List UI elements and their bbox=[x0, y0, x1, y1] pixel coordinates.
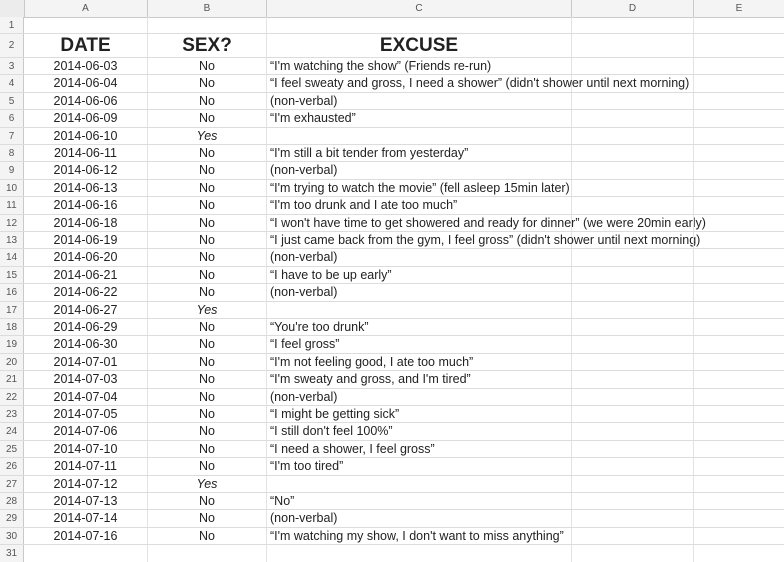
table-row bbox=[0, 476, 784, 493]
table-row bbox=[0, 458, 784, 475]
excuse-cell[interactable]: “I'm too tired” bbox=[267, 458, 572, 474]
date-header-cell[interactable]: DATE bbox=[24, 34, 148, 57]
sex-cell[interactable]: No bbox=[148, 93, 267, 109]
sex-cell[interactable]: Yes bbox=[148, 128, 267, 144]
table-row bbox=[0, 110, 784, 127]
table-row bbox=[0, 389, 784, 406]
cell[interactable] bbox=[572, 493, 694, 509]
sex-cell[interactable]: No bbox=[148, 197, 267, 213]
sex-cell[interactable]: No bbox=[148, 389, 267, 405]
cell[interactable] bbox=[572, 110, 694, 126]
sex-cell[interactable]: No bbox=[148, 75, 267, 91]
date-cell[interactable]: 2014-06-30 bbox=[24, 336, 148, 352]
date-cell[interactable]: 2014-06-12 bbox=[24, 162, 148, 178]
excuse-cell[interactable] bbox=[267, 302, 572, 318]
excuse-cell[interactable]: “I might be getting sick” bbox=[267, 406, 572, 422]
cell[interactable] bbox=[572, 232, 694, 248]
sex-cell[interactable]: No bbox=[148, 441, 267, 457]
table-row bbox=[0, 493, 784, 510]
excuse-cell[interactable]: “You're too drunk” bbox=[267, 319, 572, 335]
date-cell[interactable]: 2014-06-29 bbox=[24, 319, 148, 335]
row-header[interactable]: 1 bbox=[0, 17, 24, 33]
cell[interactable] bbox=[572, 197, 694, 213]
sex-cell[interactable]: No bbox=[148, 458, 267, 474]
excuse-cell[interactable]: “I have to be up early” bbox=[267, 267, 572, 283]
row-header[interactable]: 24 bbox=[0, 423, 24, 439]
column-header-c[interactable]: C bbox=[267, 0, 572, 17]
row-header[interactable]: 11 bbox=[0, 197, 24, 213]
sex-header-cell[interactable]: SEX? bbox=[148, 34, 267, 57]
date-cell[interactable]: 2014-06-11 bbox=[24, 145, 148, 161]
table-row bbox=[0, 197, 784, 214]
cell[interactable] bbox=[694, 128, 784, 144]
table-row bbox=[0, 232, 784, 249]
date-cell[interactable]: 2014-06-06 bbox=[24, 93, 148, 109]
cell[interactable] bbox=[694, 389, 784, 405]
row-header[interactable]: 15 bbox=[0, 267, 24, 283]
date-cell[interactable]: 2014-07-06 bbox=[24, 423, 148, 439]
excuse-cell[interactable]: “I won't have time to get showered and ready for dinner” (we were 20min early) bbox=[267, 215, 572, 231]
excuse-cell[interactable]: “I still don't feel 100%” bbox=[267, 423, 572, 439]
column-header-b[interactable]: B bbox=[148, 0, 267, 17]
cell[interactable] bbox=[572, 17, 694, 33]
date-cell[interactable]: 2014-07-05 bbox=[24, 406, 148, 422]
cell[interactable] bbox=[694, 441, 784, 457]
cell[interactable] bbox=[572, 510, 694, 526]
sex-cell[interactable]: No bbox=[148, 58, 267, 74]
cell[interactable] bbox=[694, 423, 784, 439]
sex-cell[interactable]: No bbox=[148, 406, 267, 422]
sex-cell[interactable]: No bbox=[148, 232, 267, 248]
table-row bbox=[0, 510, 784, 527]
row-header[interactable]: 28 bbox=[0, 493, 24, 509]
sex-cell[interactable]: Yes bbox=[148, 476, 267, 492]
table-row bbox=[0, 128, 784, 145]
table-row bbox=[0, 249, 784, 266]
cell[interactable] bbox=[694, 371, 784, 387]
sex-cell[interactable]: No bbox=[148, 423, 267, 439]
row-header[interactable]: 21 bbox=[0, 371, 24, 387]
table-row bbox=[0, 93, 784, 110]
cell[interactable] bbox=[694, 493, 784, 509]
cell[interactable] bbox=[572, 319, 694, 335]
sheet-row-2 bbox=[0, 34, 784, 58]
cell[interactable] bbox=[572, 476, 694, 492]
excuse-cell[interactable]: “I need a shower, I feel gross” bbox=[267, 441, 572, 457]
sex-cell[interactable]: No bbox=[148, 180, 267, 196]
date-cell[interactable]: 2014-07-16 bbox=[24, 528, 148, 544]
cell[interactable] bbox=[694, 180, 784, 196]
column-header-bar bbox=[0, 0, 784, 18]
excuse-cell[interactable]: “No” bbox=[267, 493, 572, 509]
sex-cell[interactable]: No bbox=[148, 354, 267, 370]
cell[interactable] bbox=[572, 458, 694, 474]
table-row bbox=[0, 441, 784, 458]
excuse-cell[interactable]: (non-verbal) bbox=[267, 389, 572, 405]
excuse-cell[interactable]: “I'm watching the show” (Friends re-run) bbox=[267, 58, 572, 74]
date-cell[interactable]: 2014-07-12 bbox=[24, 476, 148, 492]
cell[interactable] bbox=[694, 75, 784, 91]
excuse-cell[interactable]: “I'm exhausted” bbox=[267, 110, 572, 126]
cell[interactable] bbox=[694, 510, 784, 526]
excuse-cell[interactable] bbox=[267, 128, 572, 144]
sex-cell[interactable]: No bbox=[148, 145, 267, 161]
table-row bbox=[0, 162, 784, 179]
cell[interactable] bbox=[572, 284, 694, 300]
table-row bbox=[0, 302, 784, 319]
sex-cell[interactable]: No bbox=[148, 336, 267, 352]
sex-cell[interactable]: No bbox=[148, 215, 267, 231]
excuse-cell[interactable]: “I'm trying to watch the movie” (fell asleep 15min later) bbox=[267, 180, 572, 196]
cell[interactable] bbox=[694, 406, 784, 422]
date-cell[interactable]: 2014-06-04 bbox=[24, 75, 148, 91]
excuse-cell[interactable]: “I'm still a bit tender from yesterday” bbox=[267, 145, 572, 161]
row-header[interactable]: 25 bbox=[0, 441, 24, 457]
row-header[interactable]: 7 bbox=[0, 128, 24, 144]
cell[interactable] bbox=[24, 17, 148, 33]
cell[interactable] bbox=[572, 371, 694, 387]
cell[interactable] bbox=[694, 458, 784, 474]
cell[interactable] bbox=[572, 93, 694, 109]
table-row bbox=[0, 354, 784, 371]
date-cell[interactable]: 2014-06-18 bbox=[24, 215, 148, 231]
date-cell[interactable]: 2014-06-16 bbox=[24, 197, 148, 213]
sex-cell[interactable]: No bbox=[148, 110, 267, 126]
table-row bbox=[0, 371, 784, 388]
date-cell[interactable]: 2014-07-01 bbox=[24, 354, 148, 370]
cell[interactable] bbox=[694, 354, 784, 370]
row-header[interactable]: 8 bbox=[0, 145, 24, 161]
excuse-cell[interactable]: “I'm watching my show, I don't want to miss anything” bbox=[267, 528, 572, 544]
date-cell[interactable]: 2014-07-13 bbox=[24, 493, 148, 509]
row-header[interactable]: 10 bbox=[0, 180, 24, 196]
cell[interactable] bbox=[694, 284, 784, 300]
date-cell[interactable]: 2014-07-11 bbox=[24, 458, 148, 474]
table-row bbox=[0, 58, 784, 75]
cell[interactable] bbox=[572, 215, 694, 231]
sex-cell[interactable]: No bbox=[148, 319, 267, 335]
cell[interactable] bbox=[572, 267, 694, 283]
date-cell[interactable]: 2014-06-27 bbox=[24, 302, 148, 318]
row-header[interactable]: 23 bbox=[0, 406, 24, 422]
sex-cell[interactable]: No bbox=[148, 162, 267, 178]
date-cell[interactable]: 2014-07-14 bbox=[24, 510, 148, 526]
date-cell[interactable]: 2014-07-03 bbox=[24, 371, 148, 387]
cell[interactable] bbox=[694, 93, 784, 109]
cell[interactable] bbox=[694, 197, 784, 213]
date-cell[interactable]: 2014-06-10 bbox=[24, 128, 148, 144]
excuse-cell[interactable] bbox=[267, 476, 572, 492]
cell[interactable] bbox=[694, 17, 784, 33]
cell[interactable] bbox=[694, 302, 784, 318]
excuse-header-cell[interactable]: EXCUSE bbox=[267, 34, 572, 57]
cell[interactable] bbox=[694, 476, 784, 492]
cell[interactable] bbox=[694, 319, 784, 335]
row-header[interactable]: 16 bbox=[0, 284, 24, 300]
row-header[interactable]: 5 bbox=[0, 93, 24, 109]
cell[interactable] bbox=[572, 354, 694, 370]
select-all-corner[interactable] bbox=[0, 0, 25, 17]
date-cell[interactable]: 2014-06-19 bbox=[24, 232, 148, 248]
sex-cell[interactable]: Yes bbox=[148, 302, 267, 318]
cell[interactable] bbox=[572, 249, 694, 265]
cell[interactable] bbox=[572, 336, 694, 352]
table-row bbox=[0, 180, 784, 197]
row-header[interactable]: 26 bbox=[0, 458, 24, 474]
cell[interactable] bbox=[694, 267, 784, 283]
cell[interactable] bbox=[694, 110, 784, 126]
excuse-cell[interactable]: (non-verbal) bbox=[267, 284, 572, 300]
cell[interactable] bbox=[267, 17, 572, 33]
cell[interactable] bbox=[694, 528, 784, 544]
column-header-d[interactable]: D bbox=[572, 0, 694, 17]
date-cell[interactable]: 2014-06-03 bbox=[24, 58, 148, 74]
table-row bbox=[0, 406, 784, 423]
row-header[interactable]: 18 bbox=[0, 319, 24, 335]
row-header[interactable]: 2 bbox=[0, 34, 24, 57]
cell[interactable] bbox=[572, 75, 694, 91]
row-header[interactable]: 14 bbox=[0, 249, 24, 265]
cell[interactable] bbox=[572, 34, 694, 57]
table-row bbox=[0, 75, 784, 92]
table-row bbox=[0, 528, 784, 545]
cell[interactable] bbox=[694, 232, 784, 248]
cell[interactable] bbox=[572, 302, 694, 318]
date-cell[interactable]: 2014-07-10 bbox=[24, 441, 148, 457]
cell[interactable] bbox=[572, 389, 694, 405]
cell[interactable] bbox=[572, 145, 694, 161]
excuse-cell[interactable]: (non-verbal) bbox=[267, 93, 572, 109]
row-header[interactable]: 31 bbox=[0, 545, 24, 562]
cell[interactable] bbox=[572, 441, 694, 457]
sex-cell[interactable]: No bbox=[148, 249, 267, 265]
cell[interactable] bbox=[694, 336, 784, 352]
row-header[interactable]: 30 bbox=[0, 528, 24, 544]
sex-cell[interactable]: No bbox=[148, 267, 267, 283]
excuse-cell[interactable]: (non-verbal) bbox=[267, 510, 572, 526]
row-header[interactable]: 9 bbox=[0, 162, 24, 178]
cell[interactable] bbox=[694, 58, 784, 74]
row-header[interactable]: 20 bbox=[0, 354, 24, 370]
sex-cell[interactable]: No bbox=[148, 284, 267, 300]
row-header[interactable]: 4 bbox=[0, 75, 24, 91]
column-header-e[interactable]: E bbox=[735, 3, 743, 14]
sex-cell[interactable]: No bbox=[148, 510, 267, 526]
table-row bbox=[0, 319, 784, 336]
cell[interactable] bbox=[694, 145, 784, 161]
row-header[interactable]: 27 bbox=[0, 476, 24, 492]
excuse-cell[interactable]: (non-verbal) bbox=[267, 162, 572, 178]
sex-cell[interactable]: No bbox=[148, 493, 267, 509]
date-cell[interactable]: 2014-06-09 bbox=[24, 110, 148, 126]
date-cell[interactable]: 2014-06-21 bbox=[24, 267, 148, 283]
sheet-row-1 bbox=[0, 17, 784, 34]
column-header-a[interactable]: A bbox=[24, 0, 148, 17]
date-cell[interactable]: 2014-07-04 bbox=[24, 389, 148, 405]
cell[interactable] bbox=[694, 34, 784, 57]
cell[interactable] bbox=[572, 528, 694, 544]
cell[interactable] bbox=[148, 17, 267, 33]
row-header[interactable]: 6 bbox=[0, 110, 24, 126]
excuse-cell[interactable]: “I'm not feeling good, I ate too much” bbox=[267, 354, 572, 370]
row-header[interactable]: 3 bbox=[0, 58, 24, 74]
cell[interactable] bbox=[572, 406, 694, 422]
table-row bbox=[0, 267, 784, 284]
date-cell[interactable]: 2014-06-13 bbox=[24, 180, 148, 196]
date-cell[interactable]: 2014-06-22 bbox=[24, 284, 148, 300]
excuse-cell[interactable]: “I feel sweaty and gross, I need a shower” (didn't shower until next morning) bbox=[267, 75, 572, 91]
cell[interactable] bbox=[572, 128, 694, 144]
row-header[interactable]: 17 bbox=[0, 302, 24, 318]
excuse-cell[interactable]: “I'm sweaty and gross, and I'm tired” bbox=[267, 371, 572, 387]
cell[interactable] bbox=[694, 249, 784, 265]
sex-cell[interactable]: No bbox=[148, 371, 267, 387]
table-row bbox=[0, 215, 784, 232]
table-row bbox=[0, 145, 784, 162]
excuse-cell[interactable]: “I'm too drunk and I ate too much” bbox=[267, 197, 572, 213]
cell[interactable] bbox=[572, 58, 694, 74]
sex-cell[interactable]: No bbox=[148, 528, 267, 544]
row-header[interactable]: 19 bbox=[0, 336, 24, 352]
cell[interactable] bbox=[694, 215, 784, 231]
row-header[interactable]: 12 bbox=[0, 215, 24, 231]
row-header[interactable]: 13 bbox=[0, 232, 24, 248]
row-header[interactable]: 22 bbox=[0, 389, 24, 405]
date-cell[interactable]: 2014-06-20 bbox=[24, 249, 148, 265]
cell[interactable] bbox=[694, 162, 784, 178]
table-row bbox=[0, 284, 784, 301]
excuse-cell[interactable]: (non-verbal) bbox=[267, 249, 572, 265]
row-header[interactable]: 29 bbox=[0, 510, 24, 526]
table-row bbox=[0, 423, 784, 440]
cell[interactable] bbox=[572, 180, 694, 196]
cell[interactable] bbox=[572, 162, 694, 178]
excuse-cell[interactable]: “I just came back from the gym, I feel gross” (didn't shower until next morning) bbox=[267, 232, 572, 248]
table-row bbox=[0, 336, 784, 353]
excuse-cell[interactable]: “I feel gross” bbox=[267, 336, 572, 352]
cell[interactable] bbox=[572, 423, 694, 439]
